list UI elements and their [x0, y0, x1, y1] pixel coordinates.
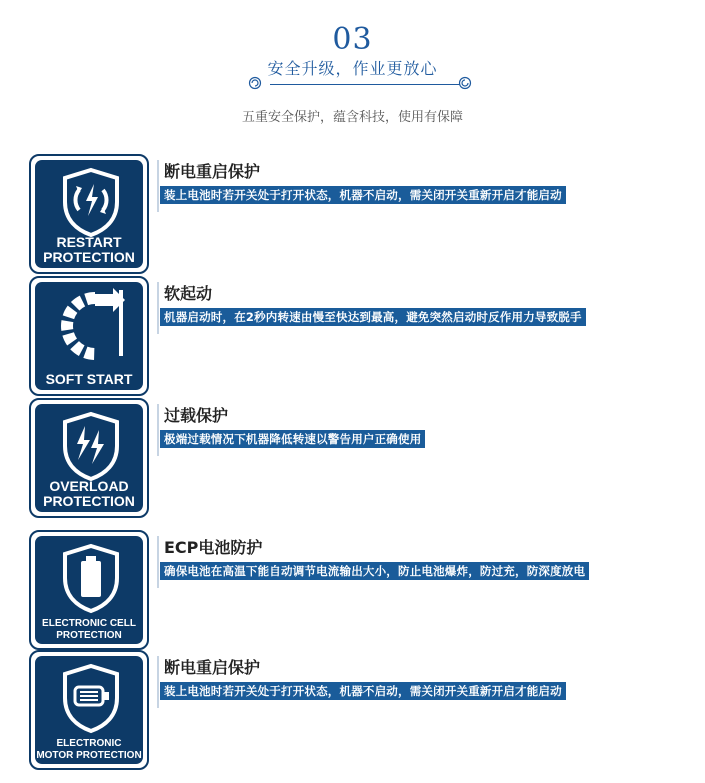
feature-description: 确保电池在高温下能自动调节电流输出大小，防止电池爆炸，防过充，防深度放电 — [160, 562, 589, 580]
section-title: 安全升级，作业更放心 — [267, 59, 438, 78]
badge-label: ELECTRONIC MOTOR PROTECTION — [36, 738, 142, 761]
feature-electronic-motor-protection — [0, 650, 705, 774]
feature-badge — [29, 276, 149, 396]
feature-restart-protection — [0, 154, 705, 278]
swirl-ornament-icon — [458, 76, 472, 90]
section-subtitle: 五重安全保护，蕴含科技，使用有保障 — [241, 110, 463, 125]
feature-badge — [29, 530, 149, 650]
divider — [157, 160, 159, 212]
feature-description: 极端过载情况下机器降低转速以警告用户正确使用 — [160, 430, 425, 448]
feature-description: 装上电池时若开关处于打开状态，机器不启动，需关闭开关重新开启才能启动 — [160, 682, 566, 700]
soft-start-icon — [55, 288, 127, 360]
feature-title: 过载保护 — [164, 406, 229, 425]
electronic-motor-protection-icon — [59, 662, 123, 734]
divider — [157, 404, 159, 456]
divider — [157, 282, 159, 334]
badge-label: OVERLOAD PROTECTION — [43, 478, 135, 509]
feature-description: 机器启动时，在2秒内转速由慢至快达到最高，避免突然启动时反作用力导致脱手 — [160, 308, 586, 326]
feature-badge — [29, 154, 149, 274]
overload-protection-icon — [59, 410, 123, 482]
feature-overload-protection — [0, 398, 705, 522]
feature-description: 装上电池时若开关处于打开状态，机器不启动，需关闭开关重新开启才能启动 — [160, 186, 566, 204]
section-header — [0, 0, 705, 140]
badge-label: SOFT START — [45, 371, 133, 387]
feature-title: 断电重启保护 — [164, 162, 261, 181]
divider — [157, 536, 159, 588]
feature-badge — [29, 398, 149, 518]
feature-ecp-battery-protection — [0, 530, 705, 654]
section-number: 03 — [332, 22, 373, 57]
badge-label: RESTART PROTECTION — [43, 234, 135, 265]
feature-title: ECP电池防护 — [164, 538, 263, 557]
feature-title: 软起动 — [164, 284, 213, 303]
swirl-ornament-icon — [248, 76, 262, 90]
restart-protection-icon — [59, 166, 123, 238]
divider — [157, 656, 159, 708]
feature-title: 断电重启保护 — [164, 658, 261, 677]
title-underline — [270, 84, 460, 85]
feature-badge — [29, 650, 149, 770]
badge-label: ELECTRONIC CELL PROTECTION — [42, 618, 136, 641]
electronic-cell-protection-icon — [59, 542, 123, 614]
feature-soft-start — [0, 276, 705, 400]
